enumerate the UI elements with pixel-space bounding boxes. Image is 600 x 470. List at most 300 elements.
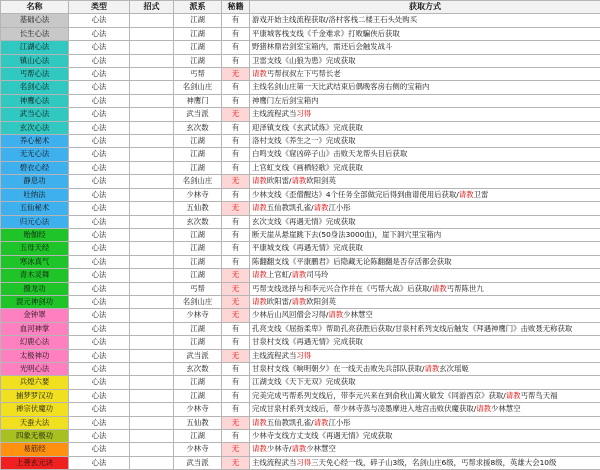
cell-sect: 少林寺 [174, 443, 222, 456]
how-text: 洛村支线《养生之一》完成获取 [252, 136, 355, 145]
cell-type: 心法 [69, 430, 130, 443]
cell-book: 无 [222, 175, 250, 188]
cell-name: 静息功 [1, 175, 69, 188]
how-text: 丐帮鸟天福 [521, 391, 558, 400]
cell-type: 心法 [69, 389, 130, 402]
cell-move [130, 322, 174, 335]
cell-type: 心法 [69, 161, 130, 174]
how-text: 孔亮支线《屈指柔卑》帮助孔亮获胜后获取/甘泉村系列支线后触发《拜遇神鹰门》击败聂无称获取 [252, 324, 572, 333]
cell-move [130, 430, 174, 443]
cell-how [250, 295, 600, 308]
how-text: 丐帮叔叔左下丐帮长老 [267, 69, 341, 78]
cell-move [130, 362, 174, 375]
how-text: 主线流程武当 [252, 109, 296, 118]
cell-how [250, 362, 600, 375]
header-move: 招式 [130, 1, 174, 14]
how-text: 神鹰门左后剑宝箱内 [252, 96, 319, 105]
cell-name: 捕梦罗汉功 [1, 389, 69, 402]
cell-sect: 玄次数 [174, 362, 222, 375]
cell-how [250, 68, 600, 81]
table-row [1, 269, 600, 282]
cell-book: 有 [222, 81, 250, 94]
cell-how [250, 81, 600, 94]
cell-how [250, 456, 600, 469]
cell-name: 基础心法 [1, 14, 69, 27]
cell-how [250, 215, 600, 228]
how-text: 主线名剑山庄第一天比武结束后偶晚客房右侧的宝箱内 [252, 82, 429, 91]
table-row [1, 228, 600, 241]
cell-sect: 少林寺 [174, 188, 222, 201]
cell-book: 有 [222, 94, 250, 107]
cell-sect: 丐帮 [174, 68, 222, 81]
cell-move [130, 148, 174, 161]
cell-move [130, 309, 174, 322]
cell-type: 心法 [69, 242, 130, 255]
highlight-text: 请教 [314, 203, 329, 212]
how-text: 少林寺/ [267, 444, 292, 453]
cell-move [130, 255, 174, 268]
table-body [1, 14, 600, 470]
cell-type: 心法 [69, 282, 130, 295]
cell-type: 心法 [69, 41, 130, 54]
cell-sect: 武当派 [174, 108, 222, 121]
cell-type: 心法 [69, 188, 130, 201]
how-text: 少林寺支线方丈支线《再遇无情》完成获取 [252, 431, 392, 440]
cell-book: 有 [222, 389, 250, 402]
cell-sect: 江湖 [174, 54, 222, 67]
cell-sect: 江湖 [174, 41, 222, 54]
highlight-text: 请教 [424, 364, 439, 373]
cell-move [130, 349, 174, 362]
cell-how [250, 443, 600, 456]
cell-how [250, 135, 600, 148]
table-row [1, 430, 600, 443]
cell-how [250, 336, 600, 349]
table-row [1, 108, 600, 121]
how-text: 少林慧空 [306, 444, 336, 453]
cell-book: 有 [222, 362, 250, 375]
cell-book: 有 [222, 188, 250, 201]
cell-sect: 江湖 [174, 269, 222, 282]
cell-move [130, 242, 174, 255]
cell-sect: 武当派 [174, 349, 222, 362]
cell-how [250, 161, 600, 174]
cell-how [250, 376, 600, 389]
cell-type: 心法 [69, 81, 130, 94]
cell-type: 心法 [69, 228, 130, 241]
cell-name: 易筋经 [1, 443, 69, 456]
how-text: 卫雷 [474, 190, 489, 199]
cell-book: 有 [222, 27, 250, 40]
cell-how [250, 269, 600, 282]
cell-type: 心法 [69, 443, 130, 456]
table-row [1, 121, 600, 134]
highlight-text: 习得 [296, 458, 311, 467]
cell-sect: 名剑山庄 [174, 81, 222, 94]
how-text: 三天免心经一线，碎子山3级，名剑山庄6级，丐帮求援8级，英雄大会10级 [311, 458, 556, 467]
how-text: 五仙教凯孔雀/ [267, 203, 314, 212]
cell-name: 禅宗伏魔功 [1, 403, 69, 416]
table-row [1, 282, 600, 295]
how-text: 少林支线《歪僧醒达》4个任务全部做完后得到曲谱使用后获取/ [252, 190, 459, 199]
cell-book: 无 [222, 202, 250, 215]
cell-name: 归元心法 [1, 215, 69, 228]
table-row [1, 27, 600, 40]
how-text: 五仙教凯孔雀/ [267, 418, 314, 427]
how-text: 完美完成丐帮系列支线后，带李元兴来在到俞秋山篱火敏发《同游西京》获取/ [252, 391, 506, 400]
how-text: 欧阳雷/ [267, 297, 292, 306]
cell-how [250, 14, 600, 27]
cell-sect: 江湖 [174, 255, 222, 268]
cell-book: 无 [222, 68, 250, 81]
cell-how [250, 322, 600, 335]
cell-sect: 少林寺 [174, 403, 222, 416]
cell-type: 心法 [69, 403, 130, 416]
header-how: 获取方式 [250, 1, 600, 14]
how-text: 上官虹/ [267, 270, 292, 279]
cell-move [130, 175, 174, 188]
cell-name: 混元神剑功 [1, 295, 69, 308]
cell-name: 江湖心法 [1, 41, 69, 54]
cell-type: 心法 [69, 27, 130, 40]
how-text: 欧阳剑英 [306, 297, 336, 306]
cell-name: 玄次心法 [1, 121, 69, 134]
cell-how [250, 430, 600, 443]
cell-type: 心法 [69, 376, 130, 389]
table-row [1, 416, 600, 429]
how-text: 少林后山风回僧会习得/ [252, 310, 328, 319]
cell-sect: 江湖 [174, 389, 222, 402]
cell-name: 太极神功 [1, 349, 69, 362]
table-row [1, 389, 600, 402]
how-text: 平康城客栈支线《千金难求》打败騙侠后获取 [252, 29, 400, 38]
cell-how [250, 148, 600, 161]
cell-book: 无 [222, 416, 250, 429]
cell-type: 心法 [69, 255, 130, 268]
cell-move [130, 68, 174, 81]
how-text: 陈翻翻支线《平康鹏君》后隐藏无论陈翻翻是否存活都会获取 [252, 257, 452, 266]
how-text: 主线流程武当 [252, 351, 296, 360]
cell-name: 五母天经 [1, 242, 69, 255]
cell-book: 无 [222, 349, 250, 362]
table-row [1, 349, 600, 362]
highlight-text: 请教 [252, 176, 267, 185]
cell-type: 心法 [69, 215, 130, 228]
cell-move [130, 108, 174, 121]
cell-book: 有 [222, 121, 250, 134]
highlight-text: 请教 [252, 203, 267, 212]
cell-move [130, 161, 174, 174]
cell-sect: 玄次数 [174, 121, 222, 134]
highlight-text: 习得 [296, 351, 311, 360]
cell-name: 贻伽经 [1, 228, 69, 241]
cell-name: 摄龙功 [1, 282, 69, 295]
highlight-text: 请教 [476, 404, 491, 413]
cell-book: 有 [222, 242, 250, 255]
cell-sect: 江湖 [174, 161, 222, 174]
cell-move [130, 228, 174, 241]
cell-move [130, 282, 174, 295]
cell-type: 心法 [69, 295, 130, 308]
cell-how [250, 121, 600, 134]
table-row [1, 215, 600, 228]
cell-how [250, 228, 600, 241]
cell-sect: 江湖 [174, 228, 222, 241]
cell-name: 无无心法 [1, 148, 69, 161]
highlight-text: 请教 [291, 297, 306, 306]
cell-sect: 五仙教 [174, 416, 222, 429]
cell-how [250, 255, 600, 268]
cell-how [250, 94, 600, 107]
how-text: 主线流程武当 [252, 458, 296, 467]
table-row [1, 14, 600, 27]
how-text: 江湖支线《天下无双》完成获取 [252, 377, 355, 386]
cell-name: 上善玄元诀 [1, 456, 69, 469]
cell-name: 寒冰真气 [1, 255, 69, 268]
cell-book: 有 [222, 322, 250, 335]
cell-book: 无 [222, 282, 250, 295]
cell-type: 心法 [69, 309, 130, 322]
how-text: 少林慧空 [491, 404, 521, 413]
header-sect: 派系 [174, 1, 222, 14]
highlight-text: 请教 [291, 444, 306, 453]
table-row [1, 309, 600, 322]
table-row [1, 242, 600, 255]
cell-sect: 少林寺 [174, 309, 222, 322]
how-text: 江小彤 [328, 203, 350, 212]
cell-name: 吐纳法 [1, 188, 69, 201]
cell-book: 有 [222, 228, 250, 241]
how-text: 玄次瑶姬 [439, 364, 469, 373]
highlight-text: 请教 [459, 190, 474, 199]
cell-move [130, 376, 174, 389]
table-row [1, 255, 600, 268]
cell-sect: 五仙教 [174, 202, 222, 215]
cell-type: 心法 [69, 135, 130, 148]
cell-book: 有 [222, 54, 250, 67]
cell-type: 心法 [69, 349, 130, 362]
cell-name: 丐帮心法 [1, 68, 69, 81]
cell-how [250, 202, 600, 215]
cell-book: 有 [222, 430, 250, 443]
cell-name: 养心秘术 [1, 135, 69, 148]
cell-how [250, 242, 600, 255]
cell-name: 幻鹿心法 [1, 336, 69, 349]
table-row [1, 456, 600, 469]
cell-book: 无 [222, 456, 250, 469]
how-text: 欧阳雷/ [267, 176, 292, 185]
highlight-text: 请教 [506, 391, 521, 400]
cell-name: 五仙秘术 [1, 202, 69, 215]
cell-move [130, 295, 174, 308]
how-text: 迎泽镇支线《玄武试炼》完成获取 [252, 123, 363, 132]
highlight-text: 请教 [314, 418, 329, 427]
cell-type: 心法 [69, 108, 130, 121]
cell-name: 武当心法 [1, 108, 69, 121]
table-row [1, 175, 600, 188]
cell-name: 青木灵舞 [1, 269, 69, 282]
cell-sect: 江湖 [174, 148, 222, 161]
cell-name: 金钟罩 [1, 309, 69, 322]
table-row [1, 295, 600, 308]
cell-type: 心法 [69, 362, 130, 375]
cell-how [250, 175, 600, 188]
header-row [1, 1, 600, 14]
how-text: 卫雷支线《山狼为患》完成获取 [252, 56, 355, 65]
cell-book: 有 [222, 41, 250, 54]
cell-move [130, 54, 174, 67]
cell-move [130, 416, 174, 429]
cell-sect: 神鹰门 [174, 94, 222, 107]
how-text: 完成甘泉村系列支线后，带少林寺蒸与凌墨摩进入地宫击败伏魔获取/ [252, 404, 476, 413]
cell-how [250, 108, 600, 121]
table-row [1, 188, 600, 201]
table-row [1, 376, 600, 389]
cell-type: 心法 [69, 121, 130, 134]
cell-type: 心法 [69, 14, 130, 27]
cell-how [250, 282, 600, 295]
header-type: 类型 [69, 1, 130, 14]
how-text: 司马玲 [306, 270, 328, 279]
how-text: 甘泉村支线《再遇无情》完成获取 [252, 337, 363, 346]
cell-type: 心法 [69, 148, 130, 161]
how-text: 甘泉村支线《晌明朝夕》在一线天击败先兵部队获取/ [252, 364, 424, 373]
highlight-text: 请教 [252, 270, 267, 279]
table-row [1, 68, 600, 81]
cell-name: 长生心法 [1, 27, 69, 40]
cell-how [250, 54, 600, 67]
cell-sect: 江湖 [174, 430, 222, 443]
cell-book: 有 [222, 161, 250, 174]
cell-book: 无 [222, 443, 250, 456]
cell-move [130, 215, 174, 228]
how-text: 平康城支线《再遇无情》完成获取 [252, 243, 363, 252]
cell-type: 心法 [69, 456, 130, 469]
how-text: 欧阳剑英 [306, 176, 336, 185]
how-text: 丐帮支线选择与和李元兴合作并在《丐帮大战》后获取/ [252, 284, 432, 293]
highlight-text: 请教 [328, 310, 343, 319]
cell-type: 心法 [69, 175, 130, 188]
how-text: 少林慧空 [343, 310, 373, 319]
cell-sect: 江湖 [174, 27, 222, 40]
table-row [1, 403, 600, 416]
cell-type: 心法 [69, 322, 130, 335]
highlight-text: 请教 [291, 270, 306, 279]
table-row [1, 54, 600, 67]
cell-how [250, 349, 600, 362]
cell-move [130, 41, 174, 54]
cell-move [130, 389, 174, 402]
highlight-text: 请教 [252, 444, 267, 453]
cell-name: 神鹰心法 [1, 94, 69, 107]
cell-how [250, 27, 600, 40]
cell-book: 有 [222, 148, 250, 161]
cell-how [250, 403, 600, 416]
cell-move [130, 14, 174, 27]
header-name: 名称 [1, 1, 69, 14]
cell-move [130, 94, 174, 107]
table-row [1, 202, 600, 215]
table-row [1, 135, 600, 148]
cell-move [130, 443, 174, 456]
cell-sect: 江湖 [174, 135, 222, 148]
highlight-text: 请教 [252, 297, 267, 306]
cell-type: 心法 [69, 68, 130, 81]
cell-move [130, 336, 174, 349]
cell-type: 心法 [69, 94, 130, 107]
how-text: 断天崖从悬崖跳下去(50身法3000血)，崖下洞穴里宝箱内 [252, 230, 441, 239]
how-text: 丐帮陈世九 [447, 284, 484, 293]
cell-book: 有 [222, 14, 250, 27]
header-book: 秘籍 [222, 1, 250, 14]
how-text: 上官虹支线《画栖轻歌》完成获取 [252, 163, 363, 172]
cell-move [130, 121, 174, 134]
cell-name: 镇山心法 [1, 54, 69, 67]
cell-book: 无 [222, 295, 250, 308]
cell-book: 无 [222, 309, 250, 322]
cell-name: 四象无极功 [1, 430, 69, 443]
cell-move [130, 188, 174, 201]
cell-name: 碧衣心经 [1, 161, 69, 174]
cell-sect: 江湖 [174, 336, 222, 349]
table-row [1, 148, 600, 161]
cell-book: 有 [222, 215, 250, 228]
how-text: 白鸣支线《窟凶碎子山》击败天龙帮头目后获取 [252, 149, 407, 158]
cell-how [250, 416, 600, 429]
cell-book: 有 [222, 135, 250, 148]
cell-sect: 武当派 [174, 456, 222, 469]
how-text: 玄次支线《再遇无情》完成获取 [252, 217, 355, 226]
cell-book: 无 [222, 269, 250, 282]
cell-sect: 江湖 [174, 322, 222, 335]
cell-name: 光明心法 [1, 362, 69, 375]
cell-move [130, 456, 174, 469]
cell-sect: 玄次数 [174, 215, 222, 228]
highlight-text: 请教 [432, 284, 447, 293]
cell-type: 心法 [69, 269, 130, 282]
highlight-text: 请教 [252, 418, 267, 427]
cell-type: 心法 [69, 54, 130, 67]
cell-type: 心法 [69, 202, 130, 215]
table-row [1, 443, 600, 456]
cell-move [130, 202, 174, 215]
table-row [1, 322, 600, 335]
table-row [1, 336, 600, 349]
table-row [1, 362, 600, 375]
cell-sect: 名剑山庄 [174, 295, 222, 308]
table-row [1, 81, 600, 94]
cell-book: 有 [222, 255, 250, 268]
cell-move [130, 27, 174, 40]
cell-name: 天蚕大法 [1, 416, 69, 429]
cell-sect: 名剑山庄 [174, 175, 222, 188]
table-row [1, 94, 600, 107]
cell-move [130, 403, 174, 416]
table-row [1, 161, 600, 174]
cell-book: 无 [222, 108, 250, 121]
cell-move [130, 269, 174, 282]
how-text: 游戏开始主线流程获取/洛村客栈二楼王石头处购买 [252, 15, 417, 24]
highlight-text: 请教 [252, 69, 267, 78]
cell-book: 有 [222, 376, 250, 389]
cell-how [250, 188, 600, 201]
cell-how [250, 309, 600, 322]
how-text: 江小彤 [328, 418, 350, 427]
cell-sect: 江湖 [174, 242, 222, 255]
cell-type: 心法 [69, 416, 130, 429]
cell-sect: 江湖 [174, 376, 222, 389]
how-text: 野猪林鼎岩剑室宝箱内，需还后会触发战斗 [252, 42, 392, 51]
